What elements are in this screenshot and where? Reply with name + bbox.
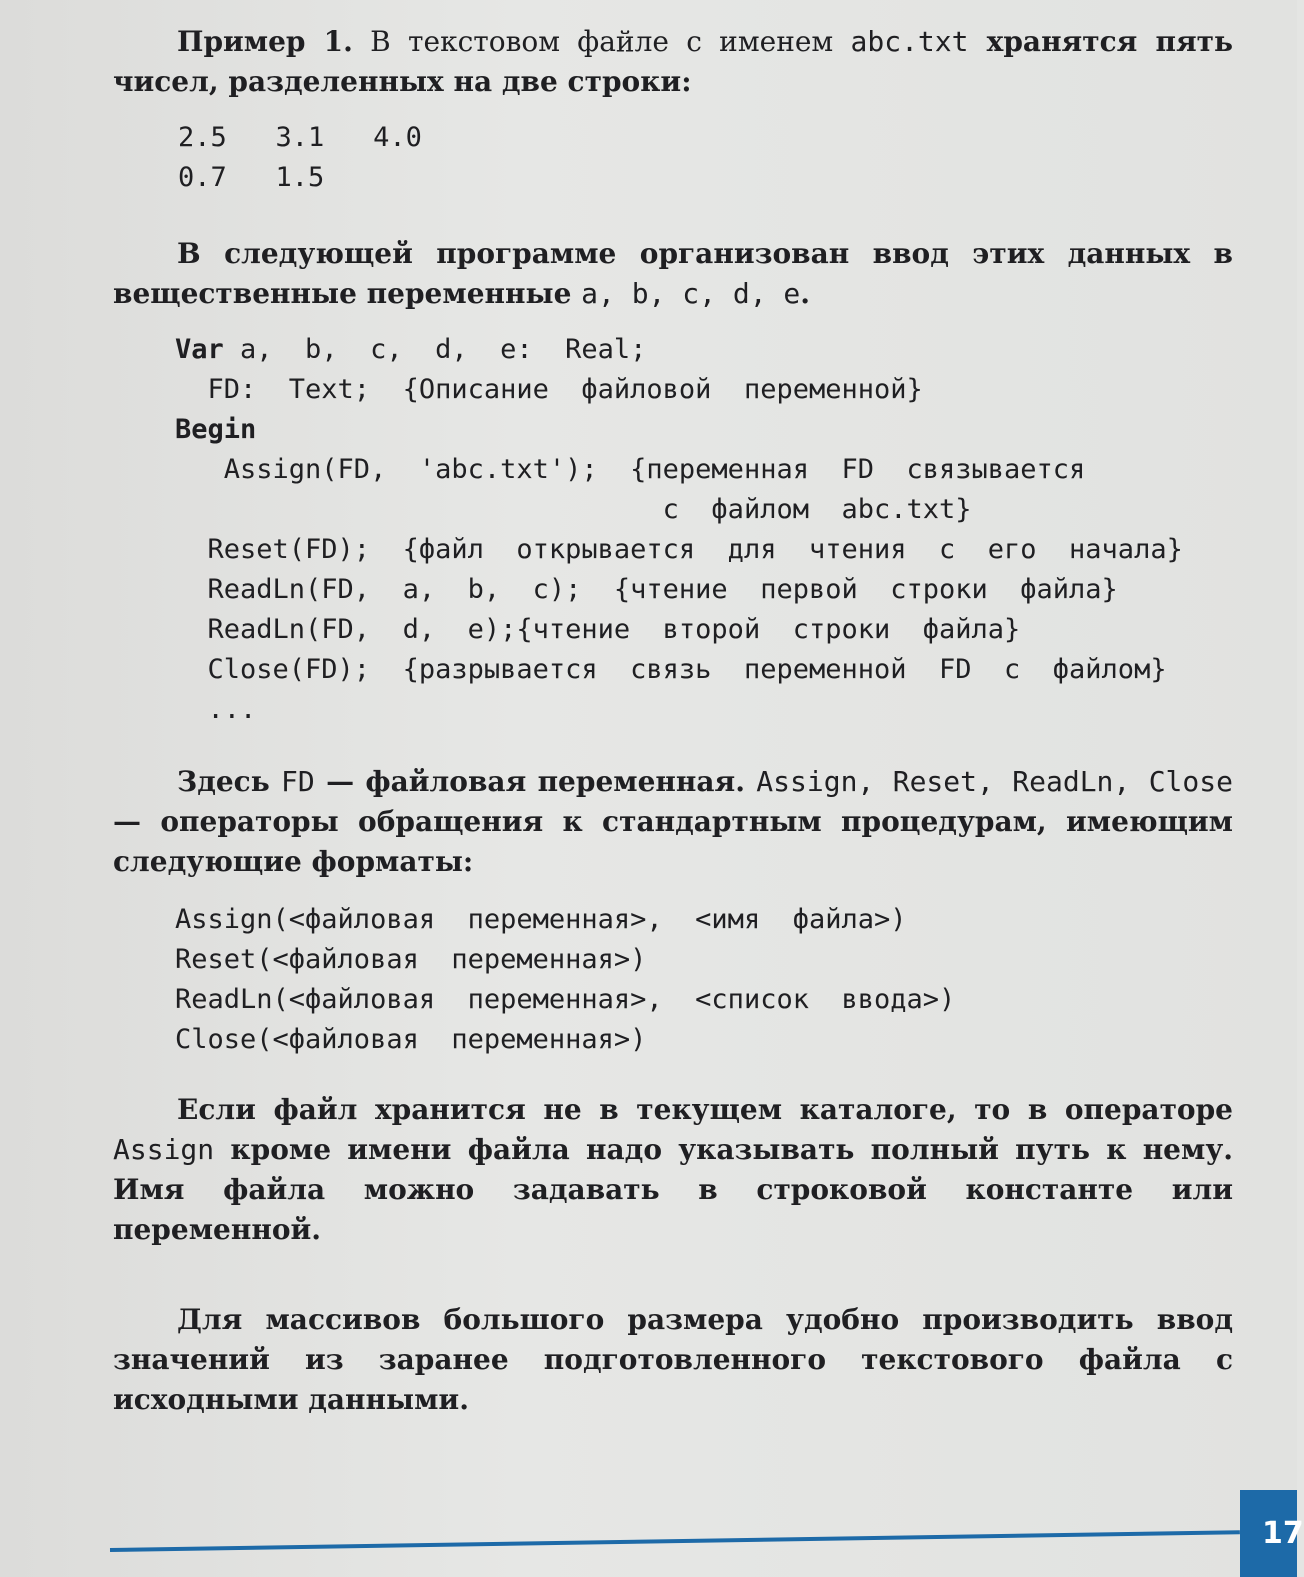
path-note-paragraph [113,1090,1233,1250]
footer-rule [110,1530,1240,1552]
var-declaration: a, b, c, d, e: Real; [223,334,647,365]
program-listing [175,330,1235,730]
array-note-paragraph [113,1300,1233,1420]
explanation-dash: — файловая переменная. [314,765,757,798]
program-intro-vars: a, b, c, d, e [581,277,801,310]
var-keyword: Var [175,334,224,365]
ellipsis-line: ... [175,694,257,725]
data-line: 0.7 1.5 [178,162,325,193]
program-intro-paragraph [113,234,1233,314]
close-line: Close(FD); {разрывается связь переменной FD с файлом} [175,654,1167,685]
explanation-paragraph [113,762,1233,882]
begin-keyword: Begin [175,414,257,445]
example-label: Пример 1. [177,25,353,58]
example-intro-end: хранятся пять чисел, разделенных на две строки: [113,25,1233,98]
readln-line-2: ReadLn(FD, d, e);{чтение второй строки файла} [175,614,1021,645]
path-note-rest: кроме имени файла надо указывать полный путь к нему. Имя файла можно задавать в строковой константе или переменной. [113,1133,1233,1246]
explanation-procedures: Assign, Reset, ReadLn, Close [756,765,1233,798]
reset-line: Reset(FD); {файл открывается для чтения с его начала} [175,534,1183,565]
assign-line-continued: с файлом abc.txt} [175,494,972,525]
data-listing [178,118,1238,198]
assign-line: Assign(FD, 'abc.txt'); {переменная FD связывается [175,454,1086,485]
format-line: Assign(<файловая переменная>, <имя файла>) [175,904,907,935]
explanation-rest: — операторы обращения к стандартным процедурам, имеющим следующие форматы: [113,805,1233,878]
formats-listing [175,900,1235,1060]
program-intro-end: . [800,277,811,310]
example-filename: abc.txt [850,25,969,58]
explanation-here: Здесь [177,765,282,798]
path-note-assign: Assign [113,1133,215,1166]
data-line: 2.5 3.1 4.0 [178,122,422,153]
readln-line-1: ReadLn(FD, a, b, c); {чтение первой строки файла} [175,574,1118,605]
path-note-start: Если файл хранится не в текущем каталоге, то в операторе [177,1093,1233,1126]
format-line: Reset(<файловая переменная>) [175,944,647,975]
example-intro: В текстовом файле с именем [352,25,851,58]
array-note-text: Для массивов большого размера удобно производить ввод значений из заранее подготовленного текстового файла с исходными данными. [113,1303,1233,1416]
format-line: Close(<файловая переменная>) [175,1024,647,1055]
program-intro-text: В следующей программе организован ввод этих данных в вещественные переменные [113,237,1233,310]
explanation-fd: FD [281,765,315,798]
fd-declaration: FD: Text; {Описание файловой переменной} [175,374,923,405]
format-line: ReadLn(<файловая переменная>, <список ввода>) [175,984,956,1015]
example-paragraph [113,22,1233,102]
page-number: 17 [1240,1490,1297,1577]
